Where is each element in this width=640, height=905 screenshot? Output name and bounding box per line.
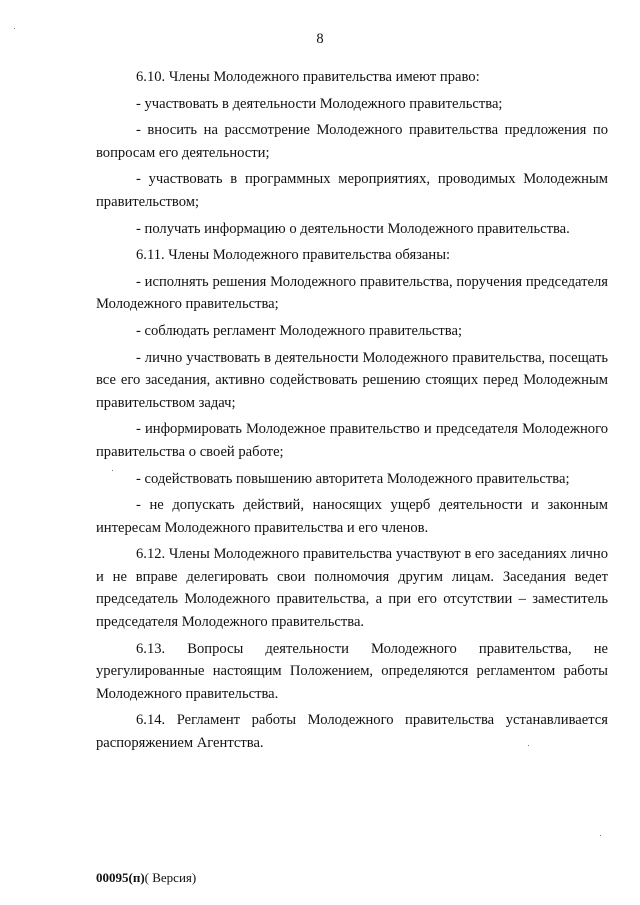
document-version: ( Версия) (144, 870, 197, 885)
scan-speck (112, 470, 113, 471)
list-item-receive-information: - получать информацию о деятельности Молодежного правительства. (136, 220, 570, 237)
paragraph-6-14: 6.14. Регламент работы Молодежного правительства устанавливается распоряжением Агентства. (96, 712, 608, 752)
document-code: 00095(п) (96, 870, 145, 885)
page-number: 8 (316, 31, 324, 47)
scan-speck (14, 28, 15, 29)
list-item-no-harmful-actions: - не допускать действий, наносящих ущерб деятельности и законным интересам Молодежного правительства и его членов. (96, 497, 608, 536)
list-item-observe-regulations: - соблюдать регламент Молодежного правительства; (136, 322, 463, 339)
list-item-program-events: - участвовать в программных мероприятиях, проводимых Молодежным правительством; (96, 171, 608, 210)
paragraph-6-10: 6.10. Члены Молодежного правительства имеют право: (136, 69, 480, 85)
scan-speck (528, 745, 529, 746)
scan-speck (600, 835, 601, 836)
document-body (96, 66, 608, 759)
document-footer (96, 870, 196, 886)
paragraph-6-13: 6.13. Вопросы деятельности Молодежного правительства, не урегулированные настоящим Положением, определяются регламентом работы Молодежного правительства. (96, 640, 608, 702)
list-item-inform-chairman: - информировать Молодежное правительство и председателя Молодежного правительства о своей работе; (96, 421, 608, 460)
list-item-submit-proposals: - вносить на рассмотрение Молодежного правительства предложения по вопросам его деятельности; (96, 122, 608, 161)
paragraph-6-12: 6.12. Члены Молодежного правительства участвуют в его заседаниях лично и не вправе делегировать свои полномочия другим лицам. Заседания ведет председатель Молодежного правительства, а при его отсутствии – заместитель председателя Молодежного правительства. (96, 546, 608, 631)
list-item-promote-authority: - содействовать повышению авторитета Молодежного правительства; (136, 470, 570, 487)
paragraph-6-11: 6.11. Члены Молодежного правительства обязаны: (136, 247, 451, 264)
list-item-execute-decisions: - исполнять решения Молодежного правительства, поручения председателя Молодежного правительства; (96, 273, 608, 313)
list-item-attend-meetings: - лично участвовать в деятельности Молодежного правительства, посещать все его заседания, активно содействовать решению стоящих перед Молодежным правительством задач; (96, 349, 608, 411)
list-item-participate: - участвовать в деятельности Молодежного правительства; (136, 95, 503, 112)
